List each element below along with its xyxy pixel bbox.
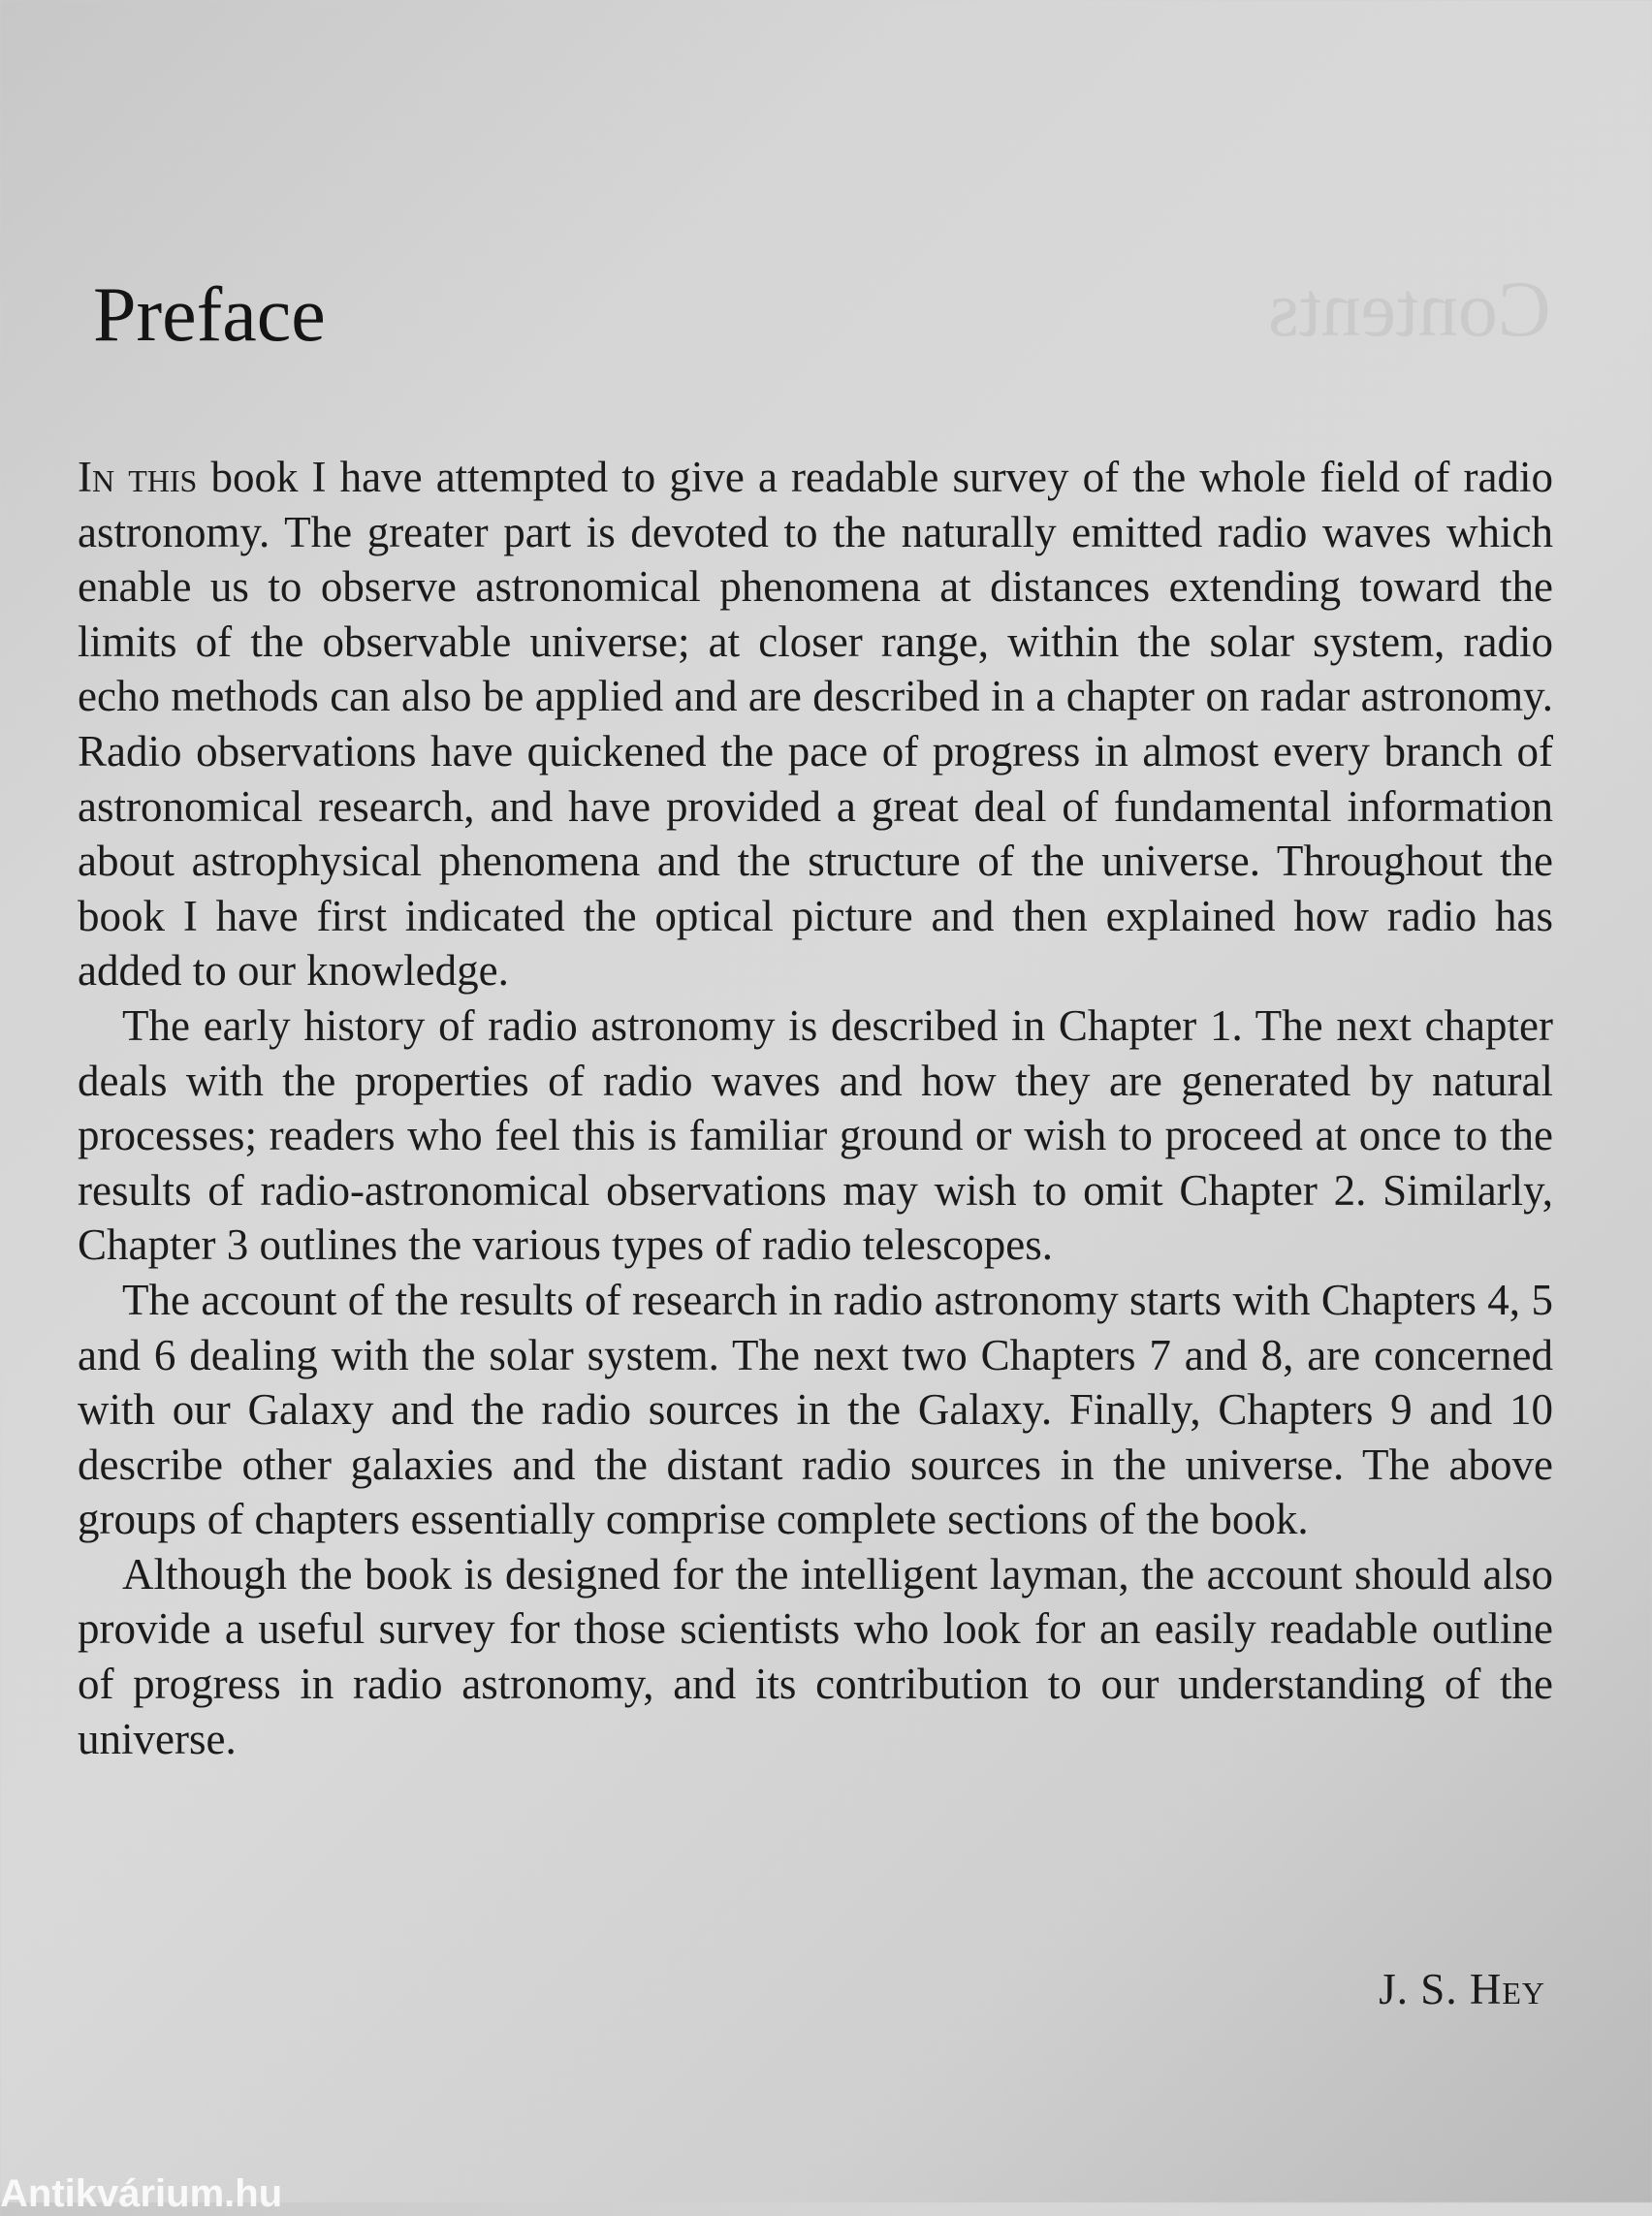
show-through-text: Contents — [1268, 265, 1551, 353]
paragraph-1-lead: In this — [78, 453, 198, 501]
author-signature: J. S. Hey — [1379, 1965, 1545, 2013]
page-title: Preface — [93, 272, 326, 358]
paragraph-4: Although the book is designed for the intelligent layman, the account should also provide a useful survey for those scientists who look for an easily readable outline of progress in radio astronomy, and its contribution to our understanding of the universe. — [78, 1549, 1553, 1763]
paragraph-2: The early history of radio astronomy is described in Chapter 1. The next chapter deals with the properties of radio waves and how they are generated by natural processes; readers who feel this is familiar ground or wish to proceed at once to the results of radio-astronomical observations may wish to omit Chapter 2. Similarly, Chapter 3 outlines the various types of radio telescopes. — [78, 1000, 1553, 1270]
paragraph-1-text: book I have attempted to give a readable survey of the whole field of radio astronomy. The greater part is devoted to the naturally emitted radio waves which enable us to observe astronomical phenomena at distances extending toward the limits of the observable universe; at closer range, within the solar system, radio echo methods can also be applied and are described in a chapter on radar astronomy. Radio observations have quickened the pace of progress in almost every branch of astronomical research, and have provided a great deal of fundamental information about astrophysical phenomena and the structure of the universe. Throughout the book I have first indicated the optical picture and then explained how radio has added to our knowledge. — [78, 453, 1553, 996]
watermark: Antikvárium.hu — [0, 2172, 283, 2215]
paragraph-3: The account of the results of research in radio astronomy starts with Chapters 4, 5 and 6 dealing with the solar system. The next two Chapters 7 and 8, are concerned with our Galaxy and the radio sources in the Galaxy. Finally, Chapters 9 and 10 describe other galaxies and the distant radio sources in the universe. The above groups of chapters essentially comprise complete sections of the book. — [78, 1275, 1553, 1544]
preface-body — [78, 450, 1553, 1766]
paragraph-1 — [78, 450, 1553, 998]
